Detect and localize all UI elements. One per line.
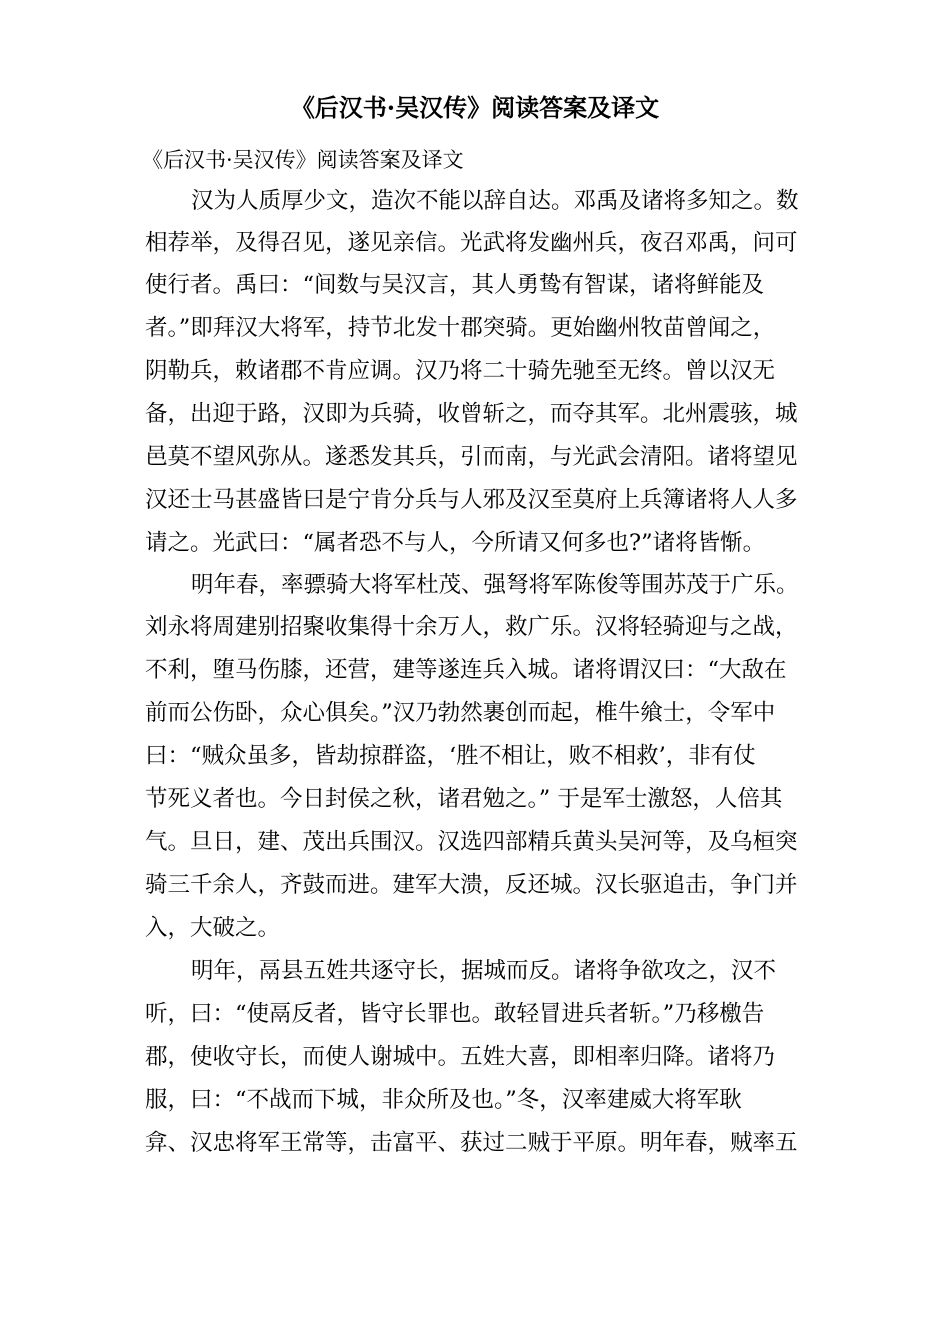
text-line: 服，曰：“不战而下城，非众所及也。”冬，汉率建威大将军耿 <box>145 1087 742 1113</box>
text-line: 气。旦日，建、茂出兵围汉。汉选四部精兵黄头吴河等，及乌桓突 <box>145 829 798 855</box>
text-line: 曰：“贼众虽多，皆劫掠群盗，‘胜不相让，败不相救’，非有仗 <box>145 743 756 769</box>
text-line: 请之。光武曰：“属者恐不与人，今所请又何多也?”诸将皆惭。 <box>145 530 766 556</box>
document-title: 《后汉书·吴汉传》阅读答案及译文 <box>290 93 660 122</box>
text-line: 刘永将周建别招聚收集得十余万人，救广乐。汉将轻骑迎与之战， <box>145 614 798 640</box>
text-line: 者。”即拜汉大将军，持节北发十郡突骑。更始幽州牧苗曾闻之， <box>145 315 776 341</box>
text-line: 汉还士马甚盛皆曰是宁肯分兵与人邪及汉至莫府上兵簿诸将人人多 <box>145 487 798 513</box>
document-subtitle: 《后汉书·吴汉传》阅读答案及译文 <box>142 148 464 172</box>
text-line: 邑莫不望风弥从。遂悉发其兵，引而南，与光武会清阳。诸将望见 <box>145 444 798 470</box>
text-line: 明年，鬲县五姓共逐守长，据城而反。诸将争欲攻之，汉不 <box>191 958 777 984</box>
text-line: 弇、汉忠将军王常等，击富平、获过二贼于平原。明年春，贼率五 <box>145 1130 798 1156</box>
text-line: 节死义者也。今日封侯之秋，诸君勉之。” 于是军士激怒，人倍其 <box>145 786 783 812</box>
text-line: 不利，堕马伤膝，还营，建等遂连兵入城。诸将谓汉曰：“大敌在 <box>145 657 787 683</box>
text-line: 相荐举，及得召见，遂见亲信。光武将发幽州兵，夜召邓禹，问可 <box>145 230 798 256</box>
text-line: 明年春，率骠骑大将军杜茂、强弩将军陈俊等围苏茂于广乐。 <box>191 572 799 598</box>
text-line: 前而公伤卧，众心俱矣。”汉乃勃然裹创而起，椎牛飨士，令军中 <box>145 700 776 726</box>
text-line: 阴勒兵，敕诸郡不肯应调。汉乃将二十骑先驰至无终。曾以汉无 <box>145 358 776 384</box>
text-line: 汉为人质厚少文，造次不能以辞自达。邓禹及诸将多知之。数 <box>191 188 799 214</box>
text-line: 使行者。禹曰：“间数与吴汉言，其人勇鸷有智谋，诸将鲜能及 <box>145 272 765 298</box>
text-line: 入，大破之。 <box>145 915 281 941</box>
text-line: 骑三千余人，齐鼓而进。建军大溃，反还城。汉长驱追击，争门并 <box>145 872 798 898</box>
text-line: 备，出迎于路，汉即为兵骑，收曾斩之，而夺其军。北州震骇，城 <box>145 401 798 427</box>
text-line: 听，曰：“使鬲反者，皆守长罪也。敢轻冒进兵者斩。”乃移檄告 <box>145 1001 765 1027</box>
text-line: 郡，使收守长，而使人谢城中。五姓大喜，即相率归降。诸将乃 <box>145 1044 776 1070</box>
